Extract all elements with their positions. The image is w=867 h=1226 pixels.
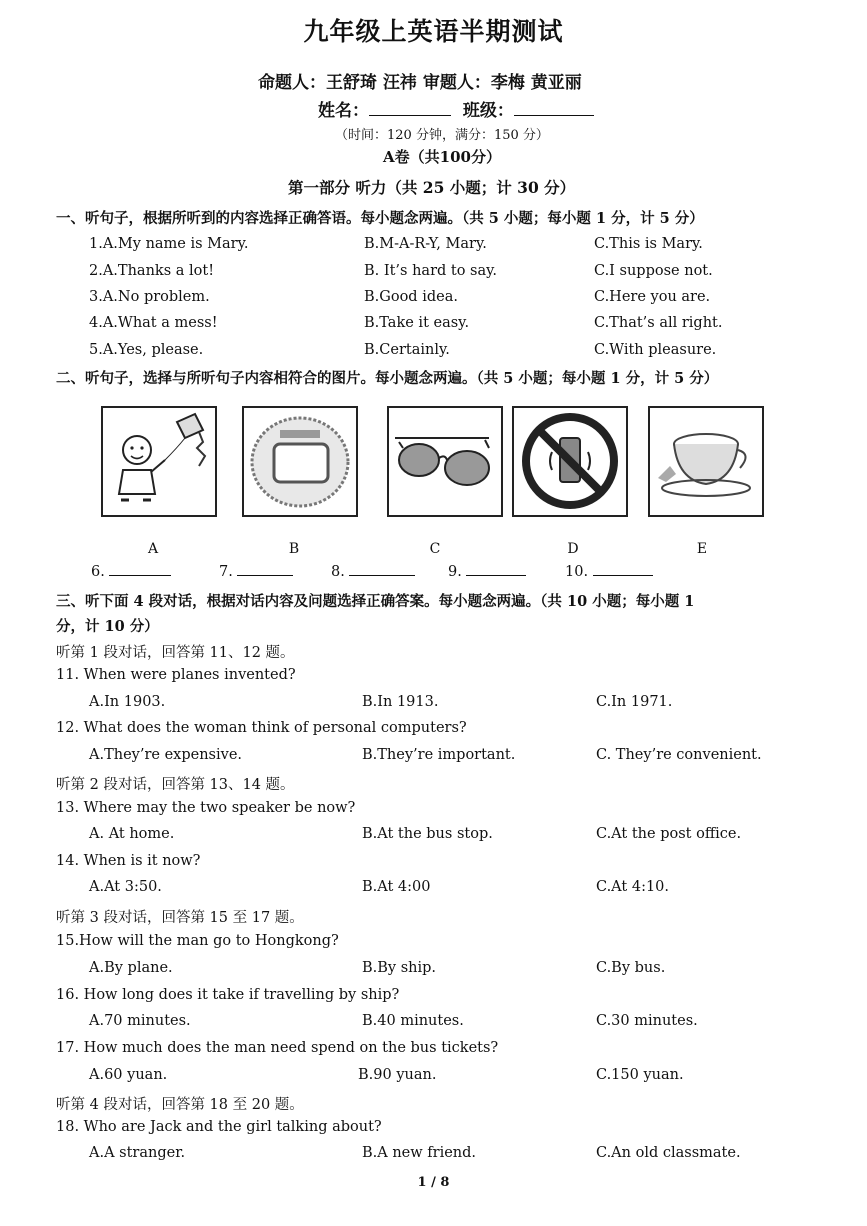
q14-option-b: B.At 4:00 [362,879,431,895]
blank-10[interactable] [593,575,653,576]
q15-option-c: C.By bus. [596,960,666,976]
picture-e-label: E [696,541,708,557]
q17-question: 17. How much does the man need spend on the bus tickets? [56,1040,499,1056]
blank-8[interactable] [349,575,415,576]
q15-option-b: B.By ship. [362,960,437,976]
q17-option-c: C.150 yuan. [596,1067,684,1083]
q12-question: 12. What does the woman think of personal computers? [56,720,467,736]
q17-option-b: B.90 yuan. [358,1067,437,1083]
q3-option-c: C.Here you are. [594,289,711,305]
q2-option-a: 2.A.Thanks a lot! [89,263,215,279]
name-blank[interactable] [369,115,451,116]
volume-label: A卷（共100分） [383,148,501,166]
q17-option-a: A.60 yuan. [89,1067,168,1083]
q11-question: 11. When were planes invented? [56,667,296,683]
q16-option-b: B.40 minutes. [362,1013,464,1029]
part-one-heading: 第一部分 听力（共 25 小题；计 30 分） [288,178,576,197]
student-info-line [318,96,594,121]
name-label: 姓名： [318,101,369,121]
blank-6[interactable] [109,575,171,576]
dialog2-hint: 听第 2 段对话，回答第 13、14 题。 [56,777,295,793]
blank-9[interactable] [466,575,526,576]
q12-option-c: C. They’re convenient. [596,747,762,763]
section3-heading: 三、听下面 4 段对话，根据对话内容及问题选择正确答案。每小题念两遍。（共 10 小题；每小题 1 [56,593,695,610]
q1-option-c: C.This is Mary. [594,236,703,252]
q14-option-a: A.At 3:50. [89,879,162,895]
authors-line: 命题人：王舒琦 汪祎 审题人：李梅 黄亚丽 [258,73,582,93]
q16-option-a: A.70 minutes. [89,1013,191,1029]
q18-option-c: C.An old classmate. [596,1145,741,1161]
q4-option-a: 4.A.What a mess! [89,315,218,331]
q1-option-a: 1.A.My name is Mary. [89,236,249,252]
q14-question: 14. When is it now? [56,853,201,869]
class-label: 班级： [462,101,514,121]
cup-of-tea-icon [650,408,762,515]
q5-option-a: 5.A.Yes, please. [89,342,204,358]
q12-option-b: B.They’re important. [362,747,516,763]
section3-heading-cont: 分，计 10 分） [56,618,159,635]
q13-option-a: A. At home. [89,826,175,842]
picture-d [512,406,628,517]
q11-option-b: B.In 1913. [362,694,439,710]
no-phone-icon [514,408,626,515]
picture-b [242,406,358,517]
q5-option-c: C.With pleasure. [594,342,717,358]
picture-c-label: C [429,541,441,557]
sunglasses-icon [389,408,501,515]
dialog1-hint: 听第 1 段对话，回答第 11、12 题。 [56,645,295,661]
blank-7[interactable] [237,575,293,576]
exam-title: 九年级上英语半期测试 [303,17,564,46]
q15-question: 15.How will the man go to Hongkong? [56,933,339,949]
picture-d-label: D [567,541,579,557]
q1-option-b: B.M-A-R-Y, Mary. [364,236,487,252]
section1-heading: 一、听句子，根据所听到的内容选择正确答语。每小题念两遍。（共 5 小题；每小题 1 分，计 5 分） [56,210,704,227]
picture-a-label: A [147,541,159,557]
q4-option-c: C.That’s all right. [594,315,723,331]
q3-option-a: 3.A.No problem. [89,289,210,305]
q14-option-c: C.At 4:10. [596,879,670,895]
dialog4-hint: 听第 4 段对话，回答第 18 至 20 题。 [56,1097,304,1113]
page-number: 1 / 8 [417,1175,450,1190]
time-info: （时间：120 分钟，满分：150 分） [335,128,549,143]
q11-option-c: C.In 1971. [596,694,673,710]
picture-b-label: B [288,541,300,557]
answer-blank-10: 10. [565,564,653,580]
q18-option-a: A.A stranger. [89,1145,186,1161]
boy-with-kite-icon [103,408,215,515]
dialog3-hint: 听第 3 段对话，回答第 15 至 17 题。 [56,910,304,926]
q13-question: 13. Where may the two speaker be now? [56,800,356,816]
picture-a [101,406,217,517]
q18-option-b: B.A new friend. [362,1145,477,1161]
q5-option-b: B.Certainly. [364,342,450,358]
q3-option-b: B.Good idea. [364,289,458,305]
section2-heading: 二、听句子，选择与所听句子内容相符合的图片。每小题念两遍。（共 5 小题；每小题 1 分，计 5 分） [56,370,719,387]
q4-option-b: B.Take it easy. [364,315,470,331]
q11-option-a: A.In 1903. [89,694,166,710]
picture-e [648,406,764,517]
q15-option-a: A.By plane. [89,960,173,976]
answer-blank-8: 8. [331,564,415,580]
class-blank[interactable] [514,115,594,116]
q18-question: 18. Who are Jack and the girl talking about? [56,1119,382,1135]
answer-blank-7: 7. [219,564,293,580]
q16-question: 16. How long does it take if travelling by ship? [56,987,400,1003]
picture-c [387,406,503,517]
q16-option-c: C.30 minutes. [596,1013,698,1029]
answer-blank-6: 6. [91,564,171,580]
answer-blank-9: 9. [448,564,526,580]
q2-option-c: C.I suppose not. [594,263,713,279]
q12-option-a: A.They’re expensive. [89,747,243,763]
q13-option-c: C.At the post office. [596,826,742,842]
q2-option-b: B. It’s hard to say. [364,263,498,279]
q13-option-b: B.At the bus stop. [362,826,493,842]
blurry-sign-icon [244,408,356,515]
